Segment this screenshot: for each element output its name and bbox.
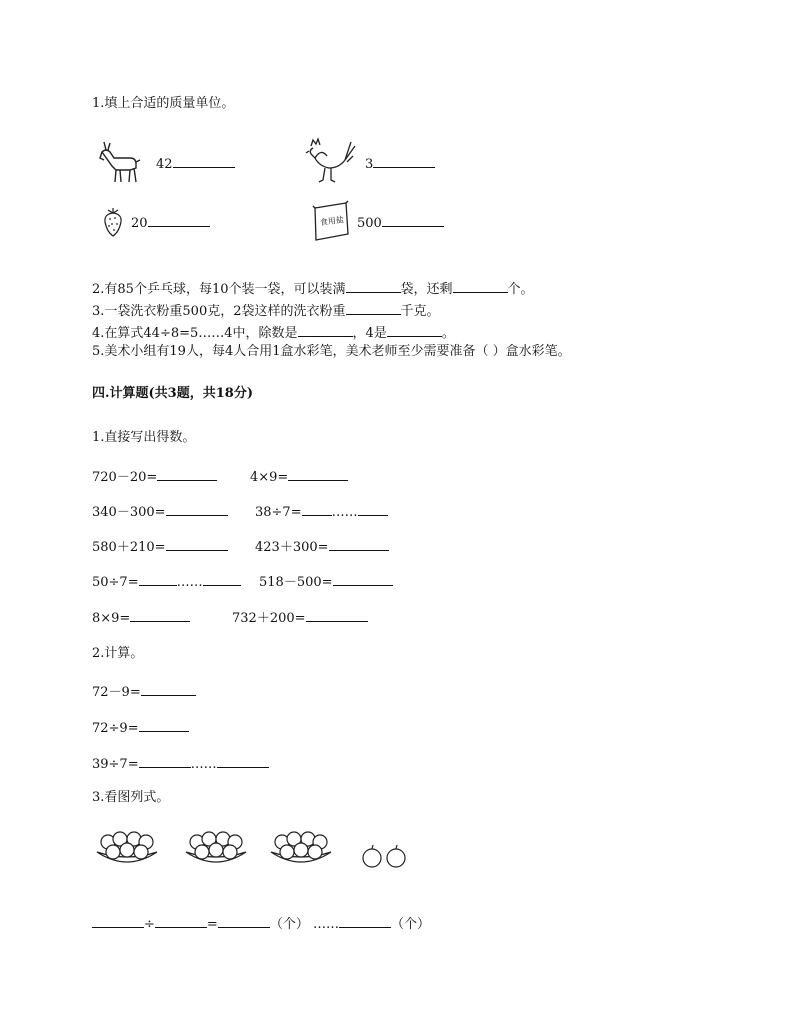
answer-blank[interactable]	[298, 324, 353, 337]
section-4-title: 四.计算题(共3题，共18分)	[92, 386, 253, 401]
calc-item: 50÷7= ……	[92, 573, 241, 591]
goat-weight: 42	[156, 155, 235, 173]
apple-plate-icon	[268, 828, 334, 872]
calc-item: 8×9=	[92, 609, 190, 627]
answer-blank[interactable]	[339, 915, 391, 928]
answer-blank[interactable]	[139, 719, 189, 732]
calc-item: 38÷7= ……	[255, 503, 388, 521]
calc-item: 72－9=	[92, 683, 196, 701]
two-apples-icon	[360, 844, 410, 870]
answer-blank[interactable]	[218, 915, 270, 928]
calc-3-title: 3.看图列式。	[92, 790, 170, 805]
calc-item: 39÷7= ……	[92, 755, 269, 773]
answer-blank[interactable]	[217, 755, 269, 768]
calc-item: 732＋200=	[232, 609, 368, 627]
answer-blank[interactable]	[382, 214, 444, 227]
question-3: 3.一袋洗衣粉重500克，2袋这样的洗衣粉重 千克。	[92, 304, 440, 319]
calc-1-title: 1.直接写出得数。	[92, 430, 196, 445]
calc-item: 518－500=	[259, 573, 393, 591]
answer-blank[interactable]	[302, 503, 332, 516]
question-1-title: 1.填上合适的质量单位。	[92, 96, 235, 111]
rooster-weight: 3	[365, 155, 435, 173]
answer-blank[interactable]	[346, 280, 401, 293]
answer-blank[interactable]	[358, 503, 388, 516]
answer-blank[interactable]	[346, 302, 401, 315]
calc-item: 720－20=	[92, 468, 217, 486]
answer-blank[interactable]	[157, 468, 217, 481]
answer-blank[interactable]	[387, 324, 442, 337]
answer-blank[interactable]	[130, 609, 190, 622]
answer-blank[interactable]	[333, 573, 393, 586]
apple-plate-icon	[94, 828, 160, 872]
answer-blank[interactable]	[329, 538, 389, 551]
answer-blank[interactable]	[173, 155, 235, 168]
question-4: 4.在算式44÷8=5……4中，除数是 ，4是 。	[92, 326, 455, 341]
rooster-icon	[305, 136, 357, 186]
answer-blank[interactable]	[141, 683, 196, 696]
calc-item: 423＋300=	[255, 538, 389, 556]
answer-blank[interactable]	[139, 573, 177, 586]
salt-weight: 500	[357, 214, 444, 232]
strawberry-icon	[102, 206, 124, 238]
question-2: 2.有85个乒乓球，每10个装一袋，可以装满 袋，还剩 个。	[92, 282, 534, 297]
answer-blank[interactable]	[306, 609, 368, 622]
answer-blank[interactable]	[166, 503, 228, 516]
apple-plate-icon	[183, 828, 249, 872]
calc-item: 72÷9=	[92, 719, 189, 737]
answer-blank[interactable]	[203, 573, 241, 586]
answer-blank[interactable]	[288, 468, 348, 481]
answer-blank[interactable]	[453, 280, 508, 293]
calc-2-title: 2.计算。	[92, 646, 144, 661]
question-5: 5.美术小组有19人，每4人合用1盒水彩笔，美术老师至少需要准备（ ）盒水彩笔。	[92, 344, 571, 359]
goat-icon	[96, 138, 144, 186]
strawberry-weight: 20	[131, 214, 210, 232]
salt-bag-label: 食用盐	[319, 215, 345, 228]
answer-blank[interactable]	[155, 915, 207, 928]
answer-blank[interactable]	[148, 214, 210, 227]
answer-blank[interactable]	[166, 538, 228, 551]
calc-item: 4×9=	[250, 468, 348, 486]
apple-equation: ÷ = （个） …… （个）	[92, 915, 430, 933]
answer-blank[interactable]	[373, 155, 435, 168]
answer-blank[interactable]	[139, 755, 191, 768]
answer-blank[interactable]	[92, 915, 144, 928]
calc-item: 340－300=	[92, 503, 228, 521]
calc-item: 580＋210=	[92, 538, 228, 556]
salt-bag-icon	[310, 200, 352, 242]
